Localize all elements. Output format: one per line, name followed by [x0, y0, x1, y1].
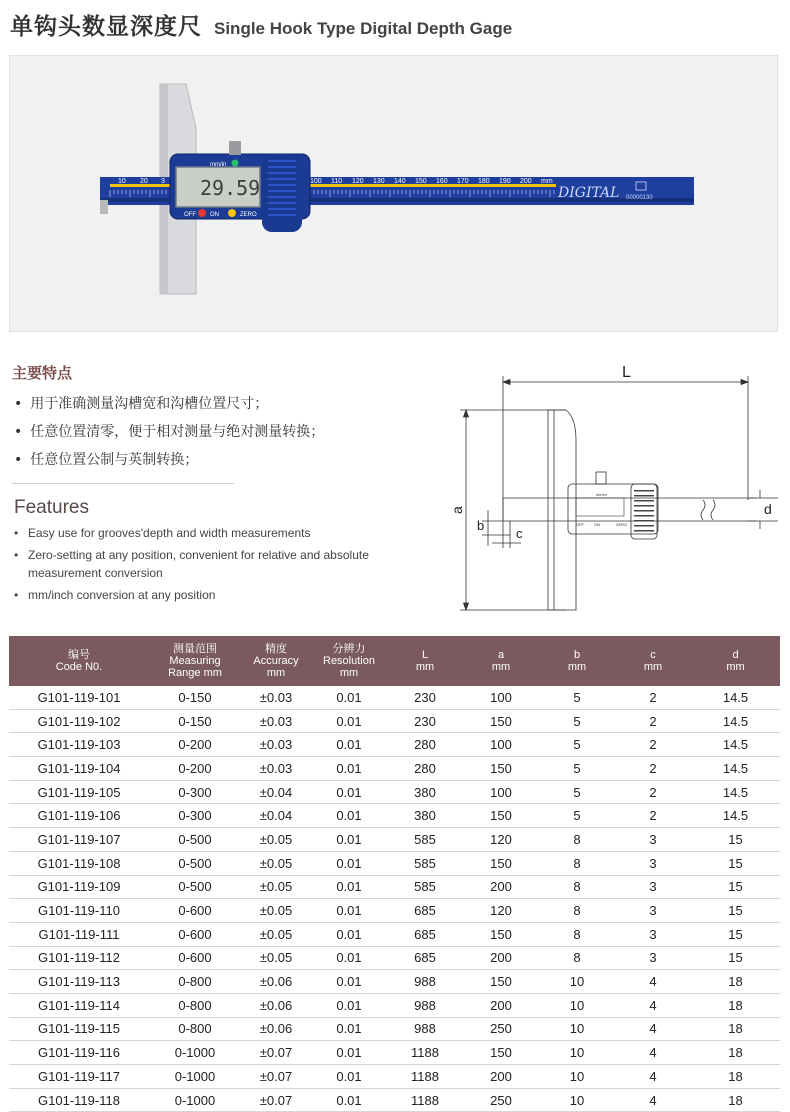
scale-label: 20 — [140, 178, 148, 185]
table-row — [9, 851, 780, 875]
table-cell: 1188 — [387, 1088, 463, 1112]
table-cell: ±0.07 — [241, 1088, 311, 1112]
table-cell: 250 — [463, 1088, 539, 1112]
table-cell: 0.01 — [311, 946, 387, 970]
table-cell: 200 — [463, 875, 539, 899]
page-title — [10, 8, 512, 41]
table-cell: 0.01 — [311, 733, 387, 757]
scale-label: 160 — [436, 178, 448, 185]
table-cell: G101-119-103 — [9, 733, 149, 757]
header-line-unit: mm — [266, 667, 286, 679]
table-cell: 15 — [691, 828, 780, 852]
table-cell: 0-800 — [149, 970, 241, 994]
table-cell: 0.01 — [311, 1017, 387, 1041]
table-cell: ±0.05 — [241, 875, 311, 899]
table-cell: G101-119-102 — [9, 709, 149, 733]
table-cell: ±0.03 — [241, 686, 311, 709]
dim-label-a: a — [449, 506, 465, 514]
table-cell: 0-600 — [149, 899, 241, 923]
table-cell: 120 — [463, 828, 539, 852]
table-cell: 585 — [387, 828, 463, 852]
table-cell: 0.01 — [311, 875, 387, 899]
table-cell: 150 — [463, 804, 539, 828]
table-cell: 230 — [387, 686, 463, 709]
column-header — [241, 636, 311, 686]
table-cell: 14.5 — [691, 733, 780, 757]
table-cell: 685 — [387, 946, 463, 970]
header-line-en: Accuracy — [253, 655, 299, 667]
dim-label-b: b — [477, 518, 485, 533]
table-cell: G101-119-116 — [9, 1041, 149, 1065]
header-line-en: Code N0. — [55, 661, 103, 673]
table-row — [9, 970, 780, 994]
list-item: • 任意位置清零，便于相对测量与绝对测量转换； — [14, 421, 324, 449]
header-line-en: a — [497, 649, 505, 661]
table-cell: 0.01 — [311, 804, 387, 828]
table-cell: 0-200 — [149, 757, 241, 781]
table-cell: 2 — [615, 804, 691, 828]
table-row — [9, 1065, 780, 1089]
table-cell: 15 — [691, 899, 780, 923]
features-cn-list — [14, 393, 324, 477]
table-cell: 10 — [539, 993, 615, 1017]
table-cell: 4 — [615, 1017, 691, 1041]
table-cell: G101-119-109 — [9, 875, 149, 899]
header-line-en: d — [732, 649, 739, 661]
header-line-unit: mm — [726, 661, 745, 673]
list-item: • 用于准确测量沟槽宽和沟槽位置尺寸； — [14, 393, 324, 421]
table-cell: 0.01 — [311, 970, 387, 994]
column-header — [9, 636, 149, 686]
table-cell: 14.5 — [691, 686, 780, 709]
header-line-unit: mm — [643, 661, 663, 673]
column-header — [691, 636, 780, 686]
features-en-heading: Features — [14, 497, 89, 518]
table-cell: G101-119-118 — [9, 1088, 149, 1112]
serial-number: 00000130 — [626, 195, 653, 201]
table-cell: 8 — [539, 899, 615, 923]
table-cell: G101-119-111 — [9, 922, 149, 946]
table-row — [9, 780, 780, 804]
table-cell: 200 — [463, 993, 539, 1017]
table-cell: 0-800 — [149, 993, 241, 1017]
lcd-reading: 29.59 — [200, 176, 261, 200]
table-cell: 0-150 — [149, 709, 241, 733]
table-cell: 1188 — [387, 1041, 463, 1065]
table-cell: 0.01 — [311, 1065, 387, 1089]
table-cell: ±0.06 — [241, 993, 311, 1017]
table-cell: 18 — [691, 970, 780, 994]
column-header — [615, 636, 691, 686]
on-label: ON — [210, 212, 219, 218]
header-line-cn: 编号 — [68, 649, 90, 661]
table-cell: 3 — [615, 875, 691, 899]
table-cell: 685 — [387, 922, 463, 946]
column-header — [463, 636, 539, 686]
table-cell: 4 — [615, 1041, 691, 1065]
table-cell: 2 — [615, 709, 691, 733]
zero-button[interactable] — [228, 209, 236, 217]
table-cell: 988 — [387, 1017, 463, 1041]
depth-gage-illustration — [10, 56, 778, 332]
product-photo — [9, 55, 778, 332]
table-cell: 5 — [539, 804, 615, 828]
table-cell: G101-119-101 — [9, 686, 149, 709]
table-cell: 0-800 — [149, 1017, 241, 1041]
table-row — [9, 875, 780, 899]
table-cell: 380 — [387, 804, 463, 828]
table-cell: 200 — [463, 1065, 539, 1089]
table-row — [9, 1088, 780, 1112]
table-cell: ±0.06 — [241, 970, 311, 994]
table-row — [9, 1017, 780, 1041]
table-cell: 10 — [539, 1041, 615, 1065]
table-cell: 15 — [691, 875, 780, 899]
table-cell: G101-119-115 — [9, 1017, 149, 1041]
table-row — [9, 709, 780, 733]
header-line-en: c — [650, 649, 656, 661]
table-cell: 18 — [691, 993, 780, 1017]
table-cell: 0.01 — [311, 780, 387, 804]
table-cell: 10 — [539, 1088, 615, 1112]
table-cell: 0.01 — [311, 686, 387, 709]
table-cell: ±0.05 — [241, 828, 311, 852]
on-off-button[interactable] — [198, 209, 206, 217]
table-cell: 18 — [691, 1017, 780, 1041]
table-cell: 3 — [615, 851, 691, 875]
table-cell: 14.5 — [691, 757, 780, 781]
table-row — [9, 899, 780, 923]
unit-toggle-button[interactable] — [232, 160, 239, 167]
diagram-off-label: OFF — [576, 522, 584, 527]
table-cell: G101-119-113 — [9, 970, 149, 994]
table-cell: 0.01 — [311, 922, 387, 946]
scale-label: 170 — [457, 178, 469, 185]
table-row — [9, 1041, 780, 1065]
table-cell: 5 — [539, 780, 615, 804]
header-line-unit: mm — [567, 661, 587, 673]
table-cell: 10 — [539, 970, 615, 994]
table-cell: 15 — [691, 922, 780, 946]
table-cell: 10 — [539, 1065, 615, 1089]
header-line-unit: mm — [339, 667, 359, 679]
table-cell: G101-119-108 — [9, 851, 149, 875]
features-cn-heading: 主要特点 — [12, 364, 73, 382]
table-cell: 380 — [387, 780, 463, 804]
table-cell: 0.01 — [311, 828, 387, 852]
header-line-cn: 精度 — [265, 643, 287, 655]
table-cell: 0.01 — [311, 757, 387, 781]
table-cell: 8 — [539, 828, 615, 852]
table-cell: 14.5 — [691, 780, 780, 804]
table-cell: 4 — [615, 1065, 691, 1089]
table-cell: ±0.05 — [241, 922, 311, 946]
table-cell: ±0.03 — [241, 733, 311, 757]
table-row — [9, 946, 780, 970]
scale-label: 3 — [161, 178, 165, 185]
scale-label: 200 — [520, 178, 532, 185]
dimension-diagram — [448, 360, 778, 620]
scale-label: 150 — [415, 178, 427, 185]
table-cell: 988 — [387, 993, 463, 1017]
header-line-unit: Range mm — [168, 667, 222, 679]
table-row — [9, 828, 780, 852]
list-item: • 任意位置公制与英制转换； — [14, 449, 324, 477]
table-row — [9, 804, 780, 828]
table-cell: 0.01 — [311, 851, 387, 875]
unit-label: mm/in — [210, 162, 227, 168]
table-cell: 120 — [463, 899, 539, 923]
table-cell: 4 — [615, 993, 691, 1017]
table-cell: ±0.06 — [241, 1017, 311, 1041]
table-cell: 5 — [539, 686, 615, 709]
dim-label-c: c — [516, 526, 523, 541]
table-cell: 0-1000 — [149, 1065, 241, 1089]
diagram-unit-label: in/mm — [596, 492, 607, 497]
table-cell: 100 — [463, 686, 539, 709]
table-cell: 0-500 — [149, 875, 241, 899]
table-cell: 2 — [615, 780, 691, 804]
column-header — [311, 636, 387, 686]
table-cell: 0-500 — [149, 851, 241, 875]
diagram-on-label: ON — [594, 522, 600, 527]
table-cell: 4 — [615, 1088, 691, 1112]
table-cell: 250 — [463, 1017, 539, 1041]
dim-label-L: L — [622, 364, 631, 381]
list-item: • Easy use for grooves'depth and width measurements — [14, 524, 384, 542]
table-row — [9, 757, 780, 781]
off-label: OFF — [184, 212, 196, 218]
table-cell: 0-1000 — [149, 1041, 241, 1065]
table-cell: 14.5 — [691, 804, 780, 828]
table-cell: 3 — [615, 899, 691, 923]
header-line-en: Resolution — [323, 655, 375, 667]
table-cell: 8 — [539, 946, 615, 970]
table-cell: 988 — [387, 970, 463, 994]
table-cell: ±0.05 — [241, 946, 311, 970]
header-line-unit: mm — [415, 661, 435, 673]
scale-label: 180 — [478, 178, 490, 185]
table-cell: G101-119-106 — [9, 804, 149, 828]
table-cell: 8 — [539, 875, 615, 899]
table-cell: G101-119-104 — [9, 757, 149, 781]
table-row — [9, 993, 780, 1017]
table-cell: 2 — [615, 686, 691, 709]
table-cell: 0.01 — [311, 993, 387, 1017]
table-cell: ±0.05 — [241, 851, 311, 875]
table-cell: 2 — [615, 757, 691, 781]
features-en-list — [14, 524, 384, 608]
table-cell: 3 — [615, 946, 691, 970]
table-cell: ±0.03 — [241, 709, 311, 733]
table-cell: G101-119-114 — [9, 993, 149, 1017]
table-cell: 585 — [387, 875, 463, 899]
table-cell: 5 — [539, 733, 615, 757]
scale-label: 110 — [331, 178, 343, 185]
zero-label: ZERO — [240, 212, 257, 218]
table-cell: 18 — [691, 1065, 780, 1089]
table-row — [9, 922, 780, 946]
header-line-cn: 测量范围 — [173, 643, 217, 655]
table-cell: 150 — [463, 1041, 539, 1065]
table-row — [9, 733, 780, 757]
table-cell: 100 — [463, 733, 539, 757]
table-cell: 280 — [387, 757, 463, 781]
table-row — [9, 686, 780, 709]
header-line-en: b — [573, 649, 581, 661]
table-cell: ±0.04 — [241, 804, 311, 828]
scale-label: 120 — [352, 178, 364, 185]
list-item: • mm/inch conversion at any position — [14, 586, 384, 604]
scale-label: 100 — [310, 178, 322, 185]
table-cell: 14.5 — [691, 709, 780, 733]
table-cell: 585 — [387, 851, 463, 875]
scale-label: 10 — [118, 178, 126, 185]
table-cell: ±0.04 — [241, 780, 311, 804]
table-cell: 150 — [463, 757, 539, 781]
table-cell: 0-600 — [149, 946, 241, 970]
table-cell: 150 — [463, 922, 539, 946]
table-cell: 0-300 — [149, 804, 241, 828]
brand-text: DIGITAL — [558, 185, 620, 201]
table-cell: 0-600 — [149, 922, 241, 946]
dim-label-d: d — [764, 501, 772, 517]
table-cell: 5 — [539, 757, 615, 781]
table-body — [9, 686, 780, 1112]
scale-label: 130 — [373, 178, 385, 185]
table-cell: 18 — [691, 1041, 780, 1065]
table-cell: ±0.07 — [241, 1041, 311, 1065]
section-divider — [12, 483, 234, 484]
table-cell: 3 — [615, 828, 691, 852]
table-cell: 0.01 — [311, 899, 387, 923]
table-cell: 0-500 — [149, 828, 241, 852]
table-cell: 18 — [691, 1088, 780, 1112]
table-cell: 8 — [539, 851, 615, 875]
table-cell: 0.01 — [311, 709, 387, 733]
table-cell: 200 — [463, 946, 539, 970]
column-header — [387, 636, 463, 686]
table-cell: 100 — [463, 780, 539, 804]
scale-label: 190 — [499, 178, 511, 185]
scale-label: 140 — [394, 178, 406, 185]
table-cell: 0-1000 — [149, 1088, 241, 1112]
column-header — [149, 636, 241, 686]
table-cell: G101-119-112 — [9, 946, 149, 970]
spec-table — [9, 636, 780, 1112]
table-cell: ±0.05 — [241, 899, 311, 923]
title-english: Single Hook Type Digital Depth Gage — [214, 19, 513, 38]
table-cell: 15 — [691, 851, 780, 875]
header-line-en: Measuring — [169, 655, 221, 667]
table-cell: 0-150 — [149, 686, 241, 709]
table-cell: 5 — [539, 709, 615, 733]
table-cell: 280 — [387, 733, 463, 757]
table-cell: 4 — [615, 970, 691, 994]
table-cell: ±0.07 — [241, 1065, 311, 1089]
table-cell: 15 — [691, 946, 780, 970]
table-cell: 3 — [615, 922, 691, 946]
table-cell: 8 — [539, 922, 615, 946]
list-item: • Zero-setting at any position, convenient for relative and absolute measurement conversion — [14, 546, 384, 582]
table-cell: 150 — [463, 970, 539, 994]
table-cell: 150 — [463, 709, 539, 733]
table-cell: ±0.03 — [241, 757, 311, 781]
table-cell: 0-200 — [149, 733, 241, 757]
table-cell: 230 — [387, 709, 463, 733]
table-cell: 150 — [463, 851, 539, 875]
table-cell: 0.01 — [311, 1088, 387, 1112]
header-line-en: L — [421, 649, 429, 661]
diagram-zero-label: ZERO — [616, 522, 628, 527]
scale-label: mm — [541, 178, 553, 185]
table-cell: 0-300 — [149, 780, 241, 804]
header-line-cn: 分辨力 — [332, 643, 366, 655]
header-line-unit: mm — [491, 661, 511, 673]
table-cell: G101-119-117 — [9, 1065, 149, 1089]
table-cell: 0.01 — [311, 1041, 387, 1065]
table-cell: 10 — [539, 1017, 615, 1041]
table-cell: G101-119-105 — [9, 780, 149, 804]
table-cell: 685 — [387, 899, 463, 923]
table-cell: G101-119-110 — [9, 899, 149, 923]
table-header-row — [9, 636, 780, 686]
table-cell: 1188 — [387, 1065, 463, 1089]
column-header — [539, 636, 615, 686]
table-cell: 2 — [615, 733, 691, 757]
title-chinese: 单钩头数显深度尺 — [10, 14, 202, 40]
table-cell: G101-119-107 — [9, 828, 149, 852]
